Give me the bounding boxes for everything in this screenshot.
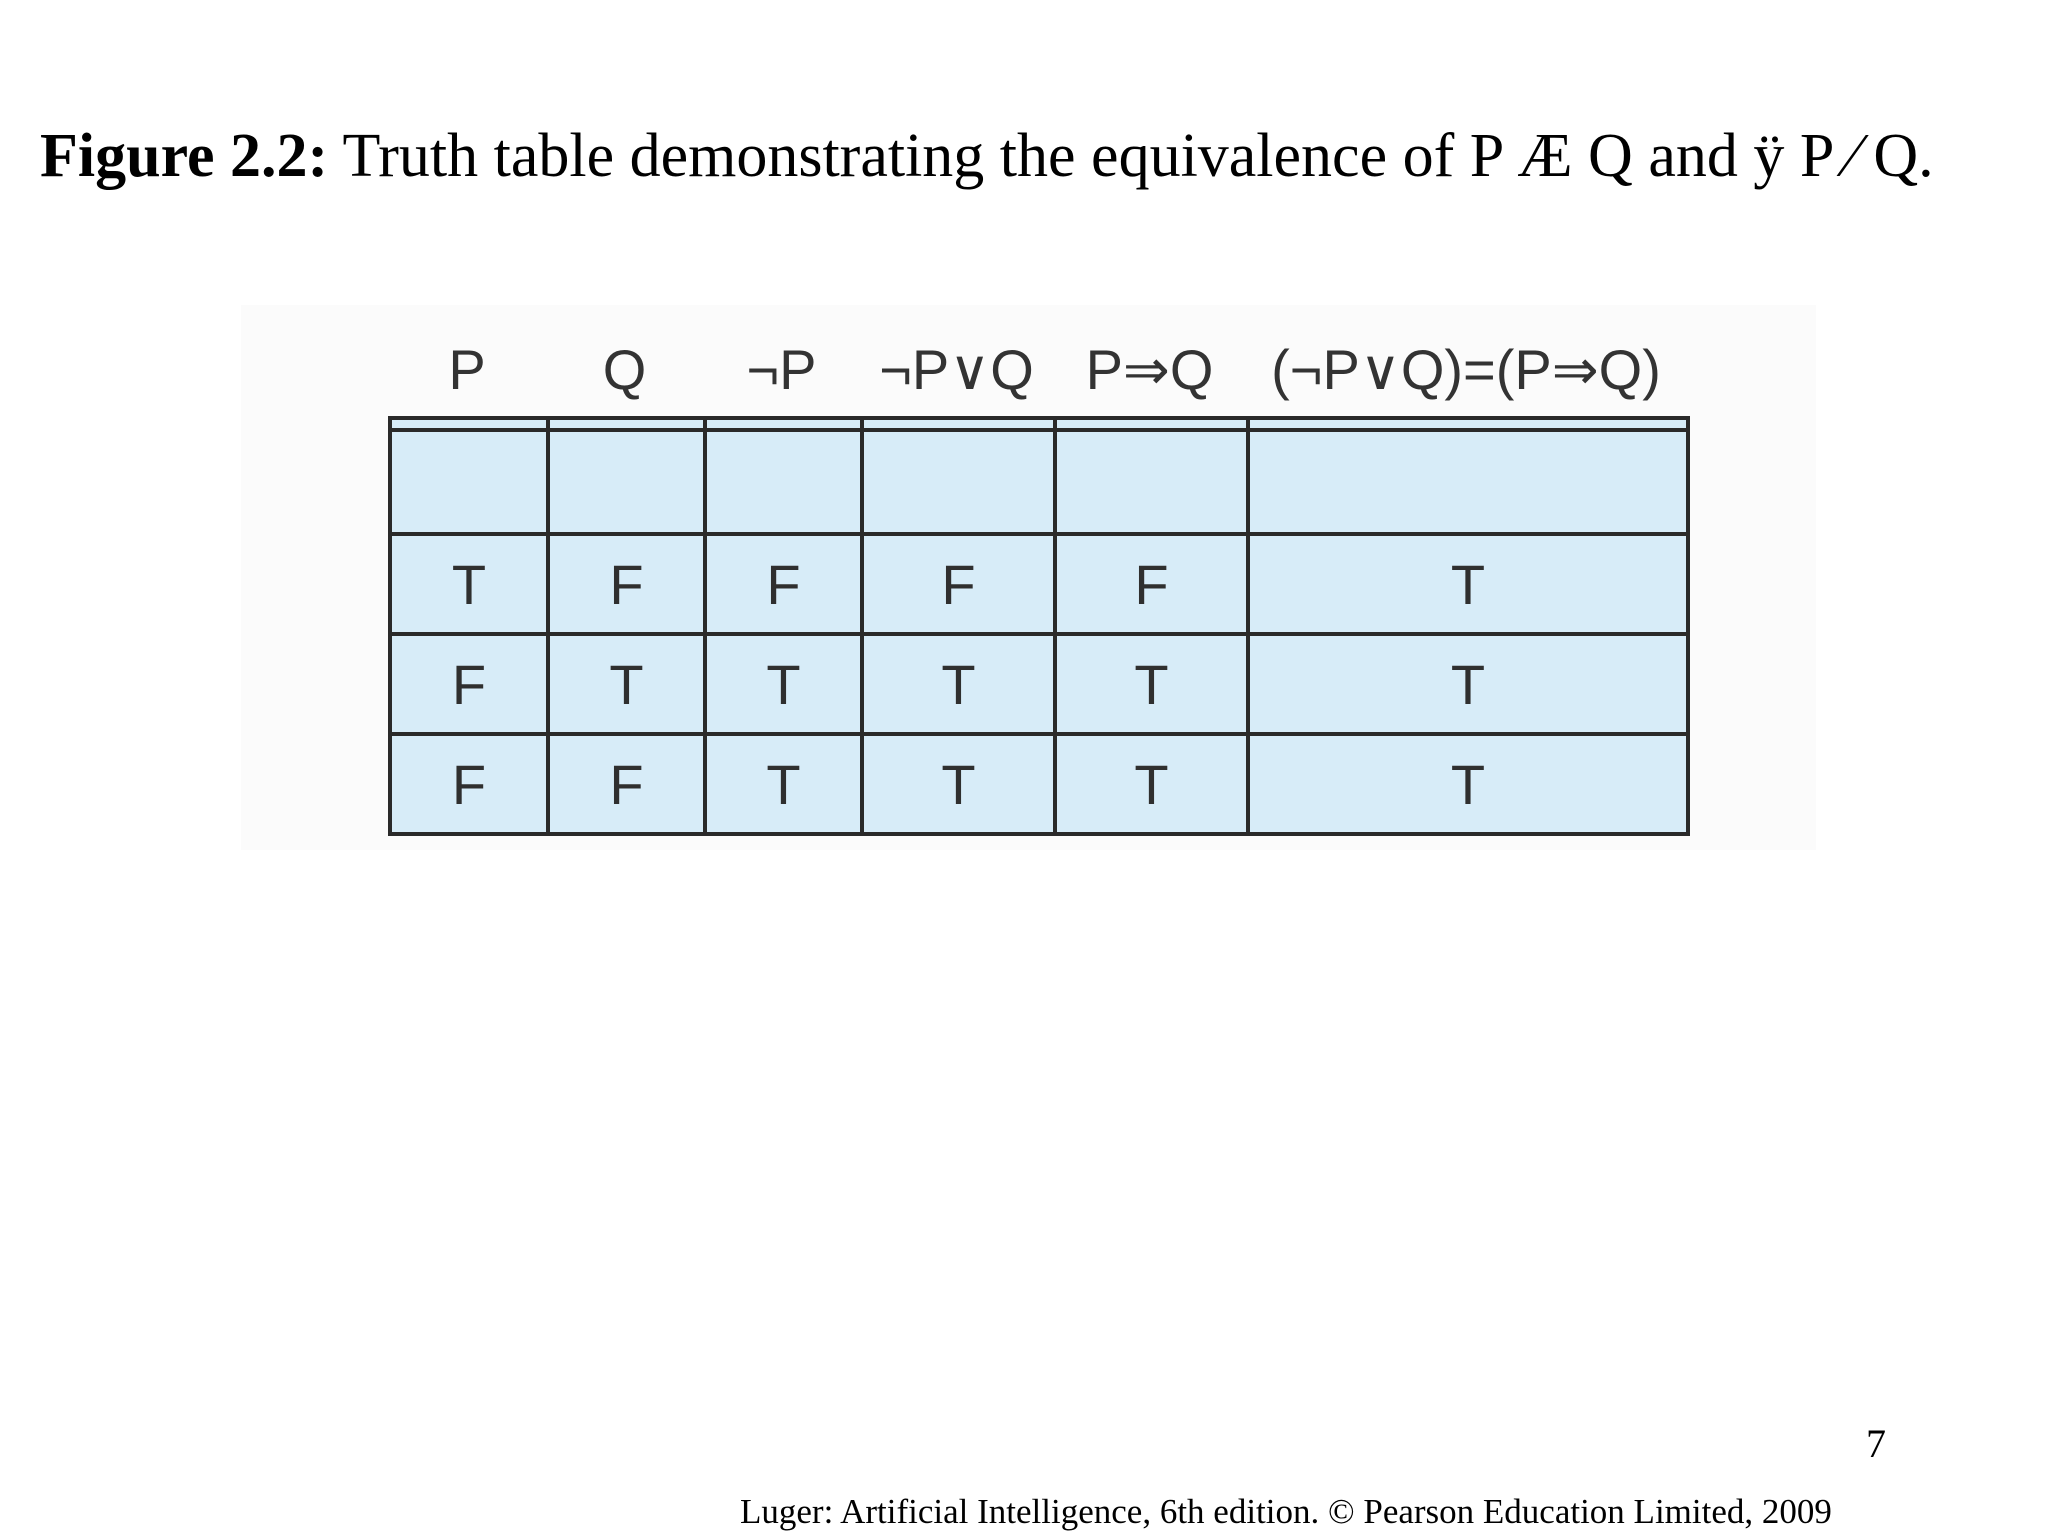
column-header-p-implies-q: P⇒Q	[1085, 338, 1214, 401]
table-cell	[705, 430, 862, 534]
column-header-not-p: ¬P	[746, 338, 817, 401]
table-cell	[1055, 430, 1248, 534]
table-cell: T	[1055, 634, 1248, 734]
table-cell: T	[390, 534, 548, 634]
table-cell: T	[1248, 634, 1688, 734]
page-number: 7	[1866, 1421, 1886, 1466]
table-cell: T	[862, 734, 1055, 834]
table-cell: F	[390, 734, 548, 834]
table-cell: T	[705, 734, 862, 834]
table-cell: F	[705, 534, 862, 634]
table-cell	[1248, 430, 1688, 534]
figure-caption-text: Truth table demonstrating the equivalence of P Æ Q and ÿ P ⁄ Q.	[328, 122, 1934, 190]
table-cell: T	[705, 634, 862, 734]
table-cell: F	[548, 534, 705, 634]
column-header-q: Q	[602, 338, 647, 401]
table-row	[390, 430, 1688, 534]
table-cell	[390, 430, 548, 534]
table-cell	[862, 430, 1055, 534]
table-row	[390, 734, 1688, 834]
table-cell: T	[862, 634, 1055, 734]
table-cell: T	[1055, 734, 1248, 834]
figure-label: Figure 2.2:	[40, 122, 329, 190]
column-header-p: P	[448, 338, 486, 401]
table-cell: T	[548, 634, 705, 734]
truth-table	[388, 416, 1690, 836]
column-header-not-p-or-q: ¬P∨Q	[879, 338, 1034, 401]
table-row	[390, 534, 1688, 634]
copyright-footer: Luger: Artificial Intelligence, 6th edition. © Pearson Education Limited, 2009	[740, 1492, 1832, 1531]
table-cell	[548, 430, 705, 534]
table-cell: F	[548, 734, 705, 834]
column-header-equivalence: (¬P∨Q)=(P⇒Q)	[1271, 338, 1661, 401]
header-separator-row	[390, 418, 1688, 430]
table-cell: F	[862, 534, 1055, 634]
figure-caption	[40, 118, 1934, 194]
table-cell: F	[1055, 534, 1248, 634]
table-cell: T	[1248, 734, 1688, 834]
table-row	[390, 634, 1688, 734]
table-cell: T	[1248, 534, 1688, 634]
table-cell: F	[390, 634, 548, 734]
